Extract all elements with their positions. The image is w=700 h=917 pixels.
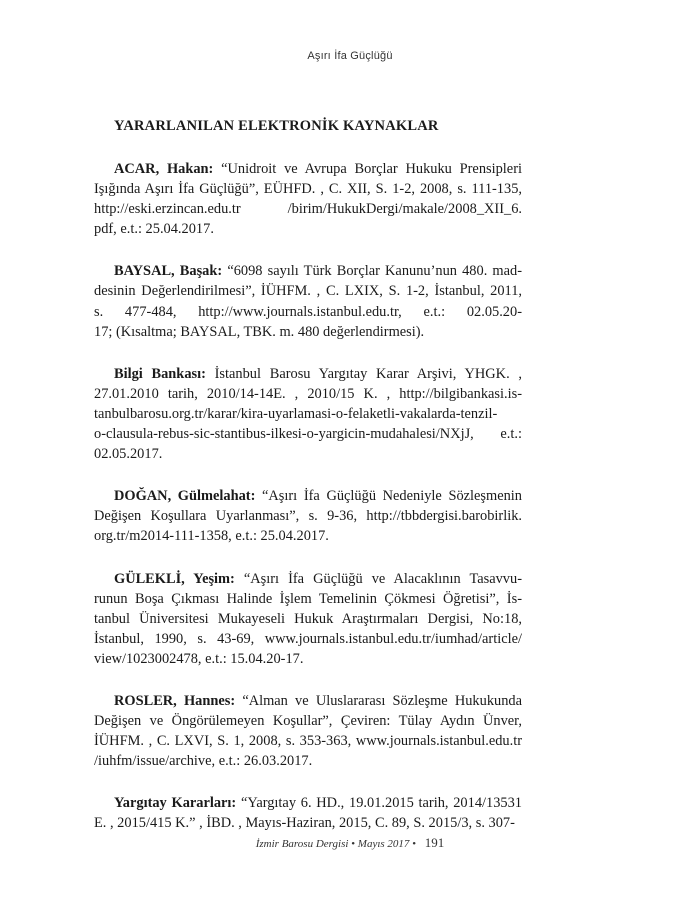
bibliography-entry <box>94 569 522 669</box>
entry-author: Yargıtay Kararları: <box>114 795 237 812</box>
entry-line <box>94 404 522 424</box>
entry-author: GÜLEKLİ, Yeşim: <box>114 570 235 587</box>
entry-text: s. 477-484, http://www.journals.istanbul.edu.tr, e.t.: 02.05.20- <box>94 303 522 320</box>
entry-text: o-clausula-rebus-sic-stantibus-ilkesi-o-yargicin-mudahalesi/NXjJ, e.t.: <box>94 426 522 443</box>
entry-line <box>94 526 522 546</box>
bibliography-entry <box>94 691 522 771</box>
entry-text: 17; (Kısaltma; BAYSAL, TBK. m. 480 değerlendirmesi). <box>94 323 425 340</box>
entry-text: “Yargıtay 6. HD., 19.01.2015 tarih, 2014/13531 <box>240 795 522 812</box>
page-footer <box>0 835 700 851</box>
entry-line <box>94 384 522 404</box>
bibliography-entry <box>94 261 522 341</box>
entry-text: “Aşırı İfa Güçlüğü Nedeniyle Sözleşmenin <box>262 488 522 505</box>
entry-text: runun Boşa Çıkması Halinde İşlem Temelinin Çökmesi Öğretisi”, İs- <box>94 590 522 607</box>
entry-author: ROSLER, Hannes: <box>114 692 236 709</box>
bibliography-entry <box>94 364 522 464</box>
entry-line <box>94 629 522 649</box>
entry-author: Bilgi Bankası: <box>114 365 206 382</box>
entry-text: “Unidroit ve Avrupa Borçlar Hukuku Prensipleri <box>221 161 522 177</box>
bibliography-entry <box>94 793 522 833</box>
entry-text: İÜHFM. , C. LXVI, S. 1, 2008, s. 353-363, www.journals.istanbul.edu.tr <box>94 733 522 750</box>
entry-line <box>94 486 522 506</box>
entry-text: “Aşırı İfa Güçlüğü ve Alacaklının Tasavvu- <box>243 570 522 587</box>
entry-line <box>94 302 522 322</box>
entry-text: “6098 sayılı Türk Borçlar Kanunu’nun 480. mad- <box>227 263 522 280</box>
entry-text: /iuhfm/issue/archive, e.t.: 26.03.2017. <box>94 753 313 770</box>
entry-line <box>94 219 522 239</box>
entry-author: DOĞAN, Gülmelahat: <box>114 488 256 505</box>
footer-journal: İzmir Barosu Dergisi • Mayıs 2017 • <box>255 838 417 850</box>
entry-text: 02.05.2017. <box>94 446 163 463</box>
entry-text: view/1023002478, e.t.: 15.04.20-17. <box>94 650 304 667</box>
entry-text: tanbul Üniversitesi Mukayeseli Hukuk Araştırmaları Dergisi, No:18, <box>94 610 522 627</box>
entry-text: Değişen Koşullara Uyarlanması”, s. 9-36, http://tbbdergisi.barobirlik. <box>94 508 522 525</box>
entry-line <box>94 731 522 751</box>
entry-text: 27.01.2010 tarih, 2010/14-14E. , 2010/15 K. , http://bilgibankasi.is- <box>94 385 522 402</box>
entry-text: pdf, e.t.: 25.04.2017. <box>94 221 214 238</box>
entry-line <box>94 261 522 281</box>
entry-line <box>94 711 522 731</box>
entry-line <box>94 569 522 589</box>
entry-line <box>94 199 522 219</box>
entry-line <box>94 179 522 199</box>
entry-line <box>94 609 522 629</box>
entry-text: http://eski.erzincan.edu.tr /birim/HukukDergi/makale/2008_XII_6. <box>94 201 522 218</box>
bibliography-entry <box>94 159 522 239</box>
entry-text: desinin Değerlendirilmesi”, İÜHFM. , C. LXIX, S. 1-2, İstanbul, 2011, <box>94 283 522 300</box>
page-body <box>94 118 522 856</box>
bibliography-entry <box>94 486 522 546</box>
entry-line <box>94 444 522 464</box>
entry-text: İstanbul Barosu Yargıtay Karar Arşivi, YHGK. , <box>214 365 522 382</box>
entry-line <box>94 751 522 771</box>
entry-text: İstanbul, 1990, s. 43-69, www.journals.istanbul.edu.tr/iumhad/article/ <box>94 630 522 647</box>
entry-text: Değişen ve Öngörülemeyen Koşullar”, Çeviren: Tülay Aydın Ünver, <box>94 713 522 730</box>
page-number: 191 <box>424 835 445 850</box>
section-title: YARARLANILAN ELEKTRONİK KAYNAKLAR <box>114 118 439 134</box>
entry-text: E. , 2015/415 K.” , İBD. , Mayıs-Haziran, 2015, C. 89, S. 2015/3, s. 307- <box>94 815 515 832</box>
entry-line <box>94 649 522 669</box>
entry-line <box>94 813 522 833</box>
entry-line <box>94 589 522 609</box>
entry-line <box>94 159 522 179</box>
entry-text: Işığında Aşırı İfa Güçlüğü”, EÜHFD. , C. XII, S. 1-2, 2008, s. 111-135, <box>94 181 522 198</box>
entry-line <box>94 364 522 384</box>
entry-line <box>94 793 522 813</box>
entry-author: BAYSAL, Başak: <box>114 263 223 280</box>
entry-line <box>94 424 522 444</box>
running-head: Aşırı İfa Güçlüğü <box>307 50 393 62</box>
entry-text: “Alman ve Uluslararası Sözleşme Hukukunda <box>242 692 522 709</box>
entry-line <box>94 281 522 301</box>
entry-text: tanbulbarosu.org.tr/karar/kira-uyarlamasi-o-felaketli-vakalarda-tenzil- <box>94 405 498 422</box>
entry-author: ACAR, Hakan: <box>114 161 214 177</box>
entry-line <box>94 691 522 711</box>
entry-line <box>94 322 522 342</box>
entry-line <box>94 506 522 526</box>
bibliography-list <box>94 159 522 834</box>
entry-text: org.tr/m2014-111-1358, e.t.: 25.04.2017. <box>94 528 329 545</box>
